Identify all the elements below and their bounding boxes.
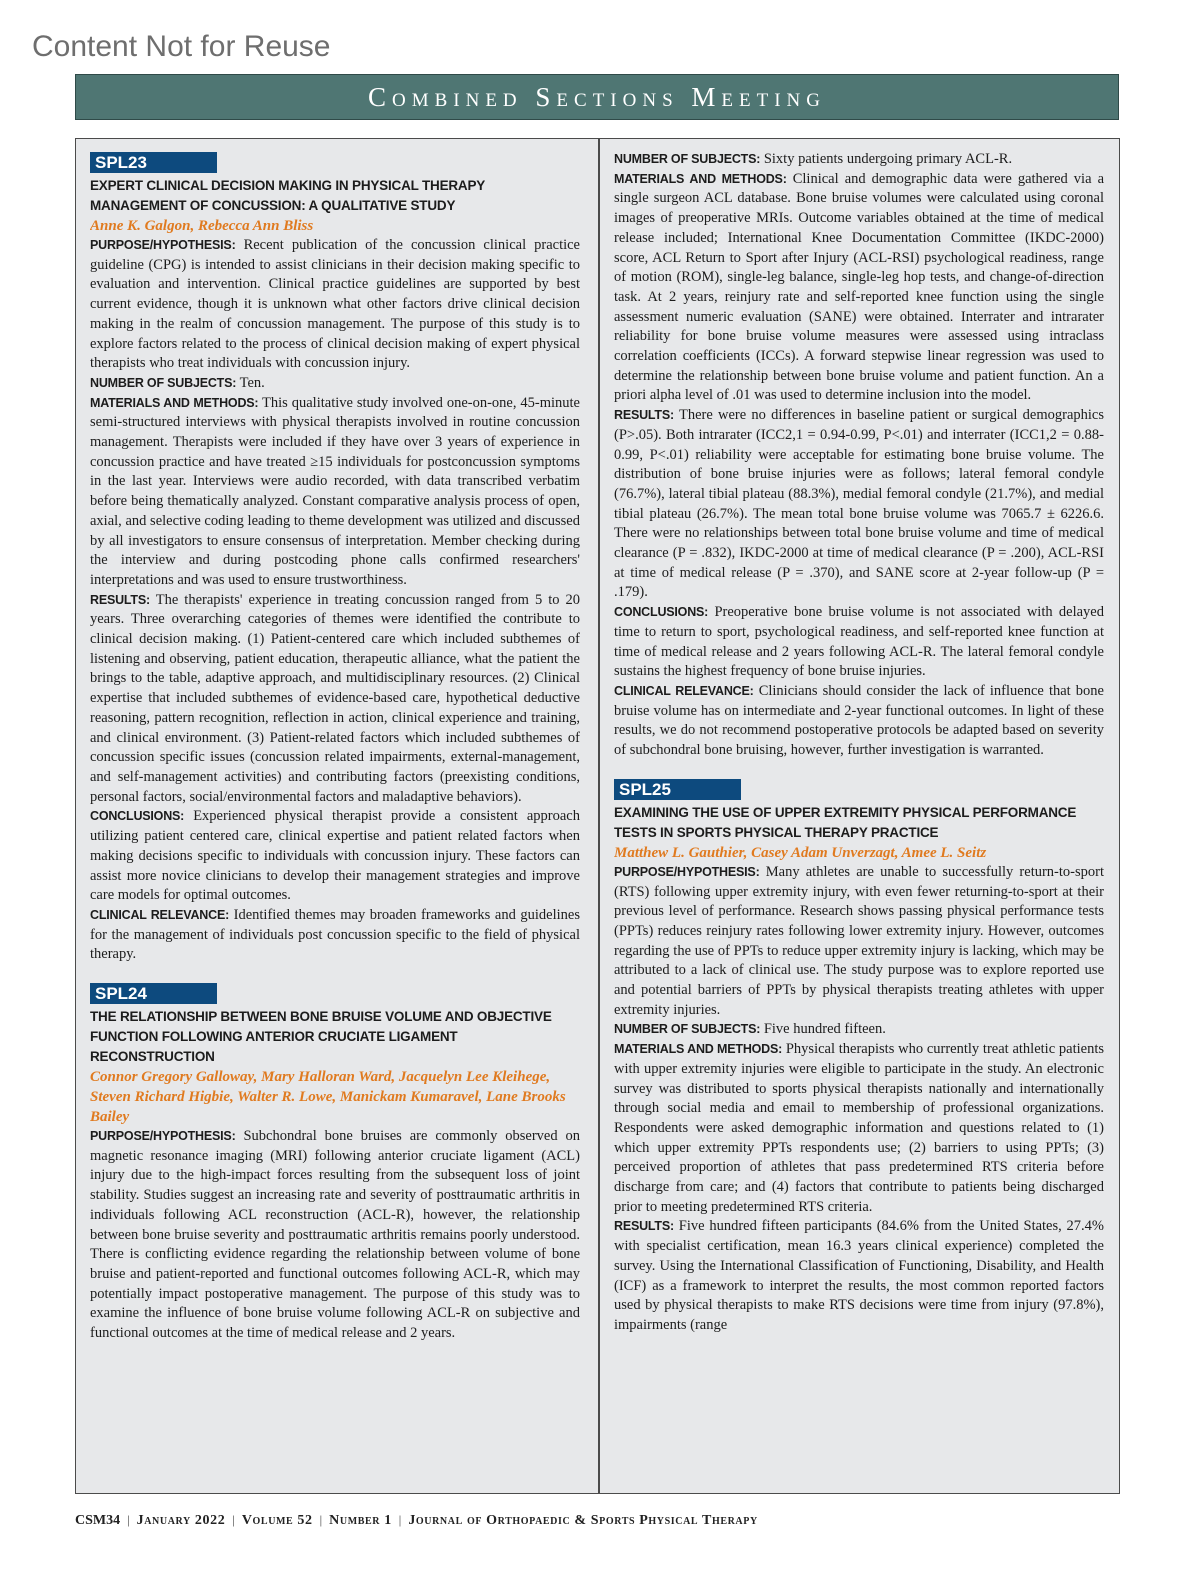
section-text: This qualitative study involved one-on-one, 45-minute semi-structured interviews with physical therapists involved in routine concussion management. Therapists were included if they have over 3 years of experience in concussion practice and have treated ≥15 individuals for postconcussion symptoms in the last year. Interviews were audio recorded, with data transcribed verbatim before being thematically analyzed. Constant comparative analysis process of open, axial, and selective coding leading to theme development was utilized and discussed by all investigators to ensure consensus of interpretation. Member checking during the interview and during postcoding phone calls confirmed researchers' interpretations and was used to ensure trustworthiness. (90, 394, 580, 588)
footer-journal: Journal of Orthopaedic & Sports Physical Therapy (408, 1513, 758, 1528)
abstract-spacer (90, 965, 580, 981)
section-purpose (90, 1127, 580, 1344)
section-methods (614, 1040, 1104, 1217)
section-text: Clinicians should consider the lack of influence that bone bruise volume has on intermediate and 2-year functional outcomes. In light of these results, we do not recommend postoperative protocols be adapted based on severity of subchondral bone bruising, however, further investigation is warranted. (614, 682, 1104, 759)
section-banner (75, 74, 1119, 120)
abstract-spacer (614, 761, 1104, 777)
column-divider (598, 138, 600, 1494)
section-text: Recent publication of the concussion clinical practice guideline (CPG) is intended to assist clinicians in their decision making specific to evaluation and intervention. Clinical practice guidelines are supported by best current evidence, though it is unknown what other factors drive clinical decision making in the realm of concussion management. The purpose of this study is to explore factors related to the process of clinical decision making of expert physical therapists who treat individuals with concussion injury. (90, 237, 580, 372)
banner-title: Combined Sections Meeting (367, 81, 826, 112)
section-label: RESULTS: (90, 592, 150, 607)
section-label: NUMBER OF SUBJECTS: (90, 375, 237, 390)
section-methods (614, 170, 1104, 406)
abstract-authors-spl25: Matthew L. Gauthier, Casey Adam Unverzagt, Amee L. Seitz (614, 844, 987, 861)
section-label: MATERIALS AND METHODS: (90, 395, 259, 410)
section-purpose (90, 236, 580, 374)
abstract-tag-spl24: SPL24 (90, 983, 217, 1004)
section-text: Preoperative bone bruise volume is not associated with delayed time to return to sport, psychological readiness, and self-reported knee function at time of medical release and 2 years following ACL-R. The lateral femoral condyle sustains the highest frequency of bone bruise injuries. (614, 604, 1104, 680)
section-label: MATERIALS AND METHODS: (614, 1042, 783, 1057)
section-purpose (614, 863, 1104, 1021)
section-text: Sixty patients undergoing primary ACL-R. (763, 151, 1013, 167)
footer-date: January 2022 (136, 1513, 226, 1528)
section-label: NUMBER OF SUBJECTS: (614, 152, 761, 166)
footer-separator: | (127, 1513, 130, 1527)
section-results (90, 591, 580, 808)
abstract-tag-spl23: SPL23 (90, 152, 217, 173)
watermark-text: Content Not for Reuse (32, 30, 331, 63)
section-text: Five hundred fifteen participants (84.6% from the United States, 27.4% with specialist certification, mean 16.3 years clinical experience) completed the survey. Using the International Classification of Functioning, Disability, and Health (ICF) as a framework to interpret the results, the most common reported factors used by physical therapists to make RTS decisions were time from injury (97.8%), impairments (range (614, 1218, 1104, 1333)
section-relevance (614, 682, 1104, 761)
section-label: NUMBER OF SUBJECTS: (614, 1022, 761, 1037)
footer-separator: | (398, 1513, 402, 1527)
section-label: PURPOSE/HYPOTHESIS: (90, 238, 236, 252)
footer-separator: | (232, 1513, 235, 1527)
section-text: Experienced physical therapist provide a consistent approach utilizing patient centered care, clinical expertise and patient related factors when making decisions specific to individuals with concussion injury. These factors can assist more novice clinicians to develop their management strategies and improve care models for optimal outcomes. (90, 808, 580, 904)
section-relevance (90, 906, 580, 965)
section-label: PURPOSE/HYPOTHESIS: (90, 1129, 236, 1144)
section-text: There were no differences in baseline patient or surgical demographics (P>.05). Both intrarater (ICC2,1 = 0.94-0.99, P<.01) and interrater (ICC1,2 = 0.88-0.99, P<.01) reliability were acceptable for estimating bone bruise volume. The distribution of bone bruise injuries were as follows; lateral femoral condyle (76.7%), lateral tibial plateau (88.3%), medial femoral condyle (21.7%), and medial tibial plateau (26.7%). The mean total bone bruise volume was 7065.7 ± 6226.6. There were no relationships between total bone bruise volume and time of medical clearance (P = .832), IKDC-2000 at time of medical clearance (P = .200), ACL-RSI at time of medical release (P = .370), and SANE score at 2-year follow-up (P = .179). (614, 407, 1104, 601)
section-text: Subchondral bone bruises are commonly observed on magnetic resonance imaging (MRI) following anterior cruciate ligament (ACL) injury due to the high-impact forces resulting from the subsequent loss of joint stability. Studies suggest an increasing rate and severity of posttraumatic arthritis in individuals following ACL reconstruction (ACL-R), however, the relationship between bone bruise severity and posttraumatic arthritis remains poorly understood. There is conflicting evidence regarding the relationship between volume of bone bruise and patient-reported and functional outcomes following ACL-R, which may potentially impact postoperative management. The purpose of this study was to examine the influence of bone bruise volume following ACL-R on subjective and functional outcomes at the time of medical release and 2 years. (90, 1128, 580, 1342)
section-subjects (614, 1020, 1104, 1040)
section-label: CLINICAL RELEVANCE: (90, 907, 230, 922)
page-number: CSM34 (75, 1513, 121, 1528)
section-label: RESULTS: (614, 1219, 674, 1234)
section-text: Ten. (239, 374, 265, 391)
section-label: RESULTS: (614, 408, 674, 423)
abstract-tag-spl25: SPL25 (614, 779, 741, 800)
page-footer (75, 1513, 758, 1529)
section-results (614, 1217, 1104, 1335)
section-label: PURPOSE/HYPOTHESIS: (614, 864, 760, 879)
section-subjects (614, 150, 1104, 170)
abstract-title-spl25: EXAMINING THE USE OF UPPER EXTREMITY PHYSICAL PERFORMANCE TESTS IN SPORTS PHYSICAL THERAPY PRACTICE (614, 804, 1077, 840)
section-conclusions (614, 603, 1104, 682)
abstract-authors-spl23: Anne K. Galgon, Rebecca Ann Bliss (90, 218, 314, 234)
section-text: Physical therapists who currently treat athletic patients with upper extremity injuries were eligible to participate in the study. An electronic survey was distributed to sports physical therapists nationally and internationally through social media and email to membership of professional organizations. Respondents were asked demographic information and questions related to (1) which upper extremity PPTs respondents use; (2) barriers to using PPTs; (3) perceived proportion of athletes that pass predetermined RTS criteria before discharge from care; and (4) factors that contribute to patients being discharged prior to meeting predetermined RTS criteria. (614, 1041, 1104, 1215)
section-text: Five hundred fifteen. (763, 1021, 886, 1038)
section-methods (90, 394, 580, 591)
section-conclusions (90, 807, 580, 906)
section-label: CONCLUSIONS: (90, 809, 185, 824)
abstract-title-spl24: THE RELATIONSHIP BETWEEN BONE BRUISE VOLUME AND OBJECTIVE FUNCTION FOLLOWING ANTERIOR CRUCIATE LIGAMENT RECONSTRUCTION (90, 1009, 552, 1065)
section-text: The therapists' experience in treating concussion ranged from 5 to 20 years. Three overarching categories of themes were identified the contribute to clinical decision making. (1) Patient-centered care which included subthemes of listening and observing, patient education, therapeutic alliance, what the patient the brings to the table, adaptive approach, and multidisciplinary resources. (2) Clinical expertise that included subthemes of evidence-based care, hypothetical deductive reasoning, pattern recognition, reflection in action, clinical experience and training, and clinical environment. (3) Patient-related factors which included subthemes of concussion specific issues (concussion related impairments, external-management, and self-management activities) and contributing factors (preexisting conditions, personal factors, social/environmental factors and maladaptive behaviors). (90, 591, 580, 805)
abstract-title-spl23: EXPERT CLINICAL DECISION MAKING IN PHYSICAL THERAPY MANAGEMENT OF CONCUSSION: A QUALITATIVE STUDY (90, 178, 485, 213)
section-label: MATERIALS AND METHODS: (614, 171, 787, 186)
section-label: CLINICAL RELEVANCE: (614, 683, 754, 698)
section-results (614, 406, 1104, 603)
section-text: Many athletes are unable to successfully return-to-sport (RTS) following upper extremity injury, with even fewer returning-to-sport at their previous level of performance. Research shows passing physical performance tests (PPTs) reduces reinjury rates following lower extremity injury. However, outcomes regarding the use of PPTs to reduce upper extremity injury is lacking, which may be attributed to a lack of clinical use. The study purpose was to explore reported use and potential barriers of PPTs by physical therapists treating athletes with upper extremity injuries. (614, 863, 1104, 1018)
section-subjects (90, 374, 580, 394)
section-label: CONCLUSIONS: (614, 605, 709, 620)
footer-number: Number 1 (329, 1513, 392, 1528)
abstract-authors-spl24: Connor Gregory Galloway, Mary Halloran Ward, Jacquelyn Lee Kleihege, Steven Richard Higbie, Walter R. Lowe, Manickam Kumaravel, Lane Brooks Bailey (90, 1069, 566, 1126)
section-text: Identified themes may broaden frameworks and guidelines for the management of individuals post concussion specific to the field of physical therapy. (90, 906, 580, 963)
right-column (614, 150, 1104, 1482)
left-column (90, 150, 580, 1482)
footer-volume: Volume 52 (241, 1513, 313, 1528)
footer-separator: | (319, 1513, 323, 1527)
section-text: Clinical and demographic data were gathered via a single surgeon ACL database. Bone bruise volumes were calculated using coronal images of preoperative MRIs. Outcome variables obtained at the time of medical release included; International Knee Documentation Committee (IKDC-2000) score, ACL Return to Sport after Injury (ACL-RSI) psychological readiness, range of motion (ROM), single-leg balance, single-leg hop tests, and change-of-direction task. At 2 years, reinjury rate and self-reported knee function using the single assessment numeric evaluation (SANE) were obtained. Interrater and intrarater reliability for bone bruise volume measures were assessed using intraclass correlation coefficients (ICCs). A forward stepwise linear regression was used to determine the relationship between bone bruise volume and patient function. An a priori alpha level of .01 was used to determine inclusion into the model. (614, 170, 1104, 404)
